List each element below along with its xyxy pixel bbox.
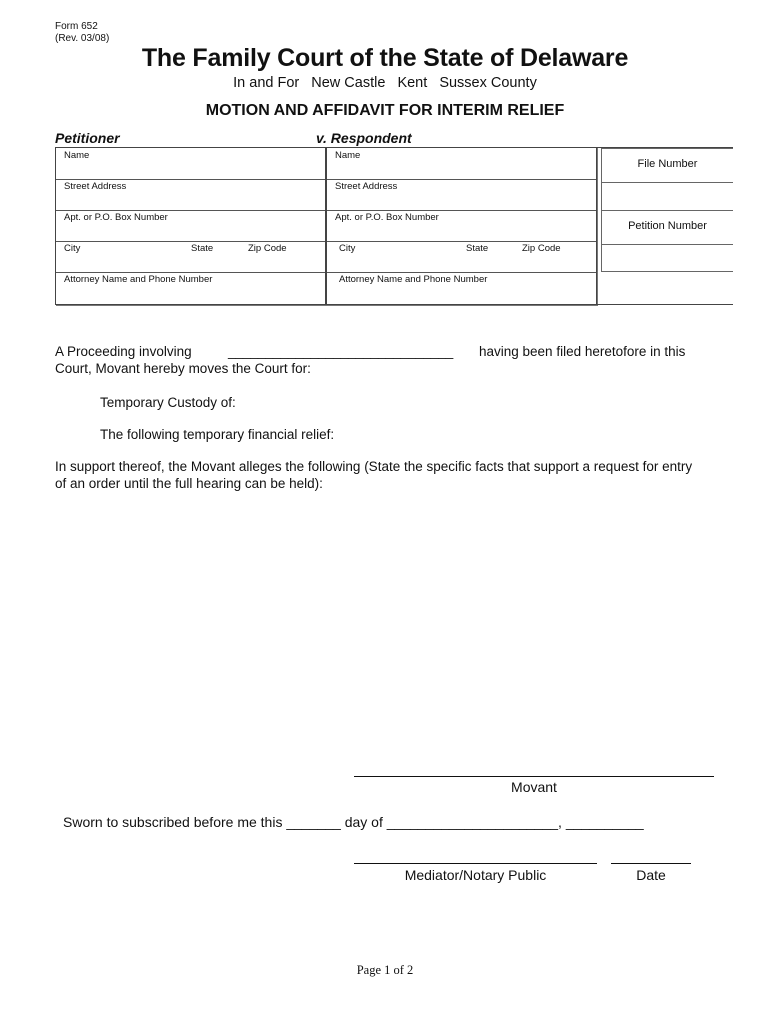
file-number-label: File Number — [637, 158, 698, 170]
movant-signature-line[interactable] — [354, 776, 714, 777]
petitioner-city-state-zip-field[interactable] — [56, 241, 325, 273]
respondent-city-label: City — [339, 243, 356, 254]
respondent-street-field[interactable] — [327, 179, 596, 211]
file-number-value[interactable] — [601, 181, 733, 211]
respondent-label: v. Respondent — [316, 130, 412, 146]
respondent-apt-field[interactable] — [327, 210, 596, 242]
county-option-kent[interactable]: Kent — [397, 75, 428, 91]
respondent-street-label: Street Address — [335, 181, 398, 192]
petitioner-street-field[interactable] — [56, 179, 325, 211]
petitioner-name-label: Name — [64, 150, 90, 161]
petition-number-value[interactable] — [601, 243, 733, 272]
proceeding-suffix: having been filed heretofore in this — [479, 344, 686, 359]
form-number — [55, 21, 109, 45]
form-revision-text: (Rev. 03/08) — [55, 33, 110, 44]
proceeding-prefix: A Proceeding involving — [55, 344, 192, 359]
petitioner-apt-label: Apt. or P.O. Box Number — [64, 212, 168, 223]
petitioner-apt-field[interactable] — [56, 210, 325, 242]
petitioner-street-label: Street Address — [64, 181, 127, 192]
county-option-new-castle[interactable]: New Castle — [311, 75, 386, 91]
date-line[interactable] — [611, 863, 691, 864]
county-line — [0, 75, 770, 91]
petitioner-city-label: City — [64, 243, 81, 254]
proceeding-line2: Court, Movant hereby moves the Court for: — [55, 361, 311, 376]
notary-label: Mediator/Notary Public — [404, 867, 547, 883]
notary-signature-line[interactable] — [354, 863, 597, 864]
file-number-field[interactable] — [601, 148, 733, 183]
case-number-box — [596, 147, 733, 305]
respondent-city-state-zip-field[interactable] — [327, 241, 596, 273]
petitioner-attorney-label: Attorney Name and Phone Number — [64, 274, 213, 285]
county-option-sussex[interactable]: Sussex County — [439, 75, 537, 91]
respondent-attorney-field[interactable] — [327, 272, 596, 304]
petitioner-zip-label: Zip Code — [248, 243, 287, 254]
movant-label: Movant — [511, 779, 557, 795]
petitioner-state-label: State — [191, 243, 214, 254]
date-label: Date — [636, 867, 666, 883]
support-text-line2: of an order until the full hearing can be held): — [55, 476, 323, 491]
county-prefix: In and For — [233, 75, 300, 91]
respondent-box — [326, 147, 597, 305]
page-footer: Page 1 of 2 — [356, 963, 414, 977]
document-title: The Family Court of the State of Delaware — [141, 44, 629, 72]
sworn-statement[interactable]: Sworn to subscribed before me this _______ day of ______________________, __________ — [63, 814, 644, 830]
financial-relief-text: The following temporary financial relief: — [100, 427, 335, 442]
respondent-state-label: State — [466, 243, 489, 254]
form-heading: MOTION AND AFFIDAVIT FOR INTERIM RELIEF — [205, 102, 565, 119]
petitioner-attorney-field[interactable] — [56, 272, 325, 304]
respondent-name-label: Name — [335, 150, 361, 161]
proceeding-blank[interactable]: ______________________________ — [228, 344, 454, 359]
support-text-line1: In support thereof, the Movant alleges the following (State the specific facts that support a request for entry — [55, 459, 693, 474]
petitioner-label: Petitioner — [55, 130, 120, 146]
respondent-zip-label: Zip Code — [522, 243, 561, 254]
petition-number-label: Petition Number — [628, 220, 707, 232]
respondent-apt-label: Apt. or P.O. Box Number — [335, 212, 439, 223]
petition-number-field[interactable] — [601, 210, 733, 245]
petitioner-name-field[interactable] — [56, 148, 325, 180]
respondent-attorney-label: Attorney Name and Phone Number — [339, 274, 488, 285]
form-number-text: Form 652 — [55, 21, 98, 32]
respondent-name-field[interactable] — [327, 148, 596, 180]
petitioner-box — [55, 147, 326, 305]
custody-text: Temporary Custody of: — [100, 395, 236, 410]
